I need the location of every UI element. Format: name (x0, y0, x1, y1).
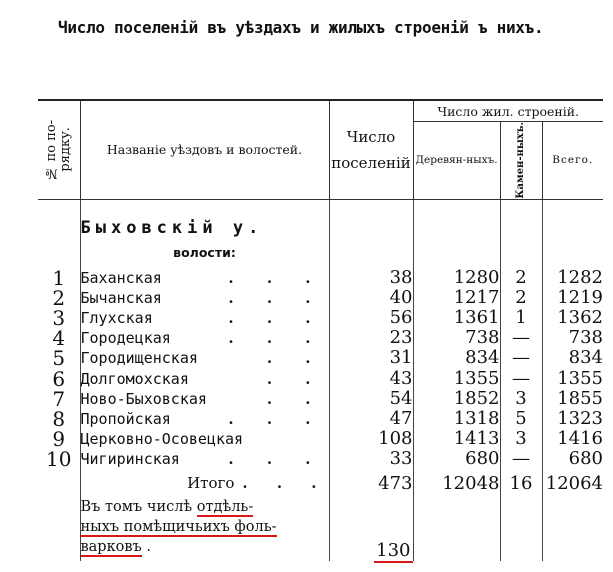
row-settlements: 40 (329, 288, 413, 308)
row-total: 738 (542, 328, 603, 348)
row-volost-name: Церковно-Осовецкая (80, 429, 329, 449)
row-wooden: 1852 (413, 389, 500, 409)
row-stone: 1 (500, 308, 542, 328)
row-volost-name: Долгомохская . . (80, 369, 329, 389)
leader-dots: . . . (228, 268, 325, 287)
row-stone: 5 (500, 409, 542, 429)
row-settlements: 38 (329, 268, 413, 288)
row-wooden: 1413 (413, 429, 500, 449)
row-number: 1 (52, 267, 66, 288)
row-wooden: 1355 (413, 369, 500, 389)
leader-dots: . . . (228, 409, 325, 428)
row-total: 1323 (542, 409, 603, 429)
note-underline-2: ныхъ помѣщичьихъ фоль- (80, 519, 277, 536)
header-buildings-group: Число жил. строенiй. (413, 100, 603, 122)
row-total: 680 (542, 449, 603, 469)
row-volost-name: Городищенская . . (80, 348, 329, 368)
table-row (38, 429, 603, 449)
table-row (38, 328, 603, 348)
row-settlements: 43 (329, 369, 413, 389)
row-wooden: 834 (413, 348, 500, 368)
volosts-label: волости: (80, 238, 329, 268)
table-row (38, 409, 603, 429)
row-total: 1362 (542, 308, 603, 328)
leader-dots: . . (266, 369, 325, 388)
total-total: 12064 (542, 469, 603, 497)
leader-dots: . . (266, 389, 325, 408)
row-total: 1282 (542, 268, 603, 288)
header-order: № по по-рядку. (38, 100, 80, 199)
row-stone: 2 (500, 288, 542, 308)
row-stone: 3 (500, 429, 542, 449)
row-wooden: 1280 (413, 268, 500, 288)
row-settlements: 23 (329, 328, 413, 348)
row-wooden: 1318 (413, 409, 500, 429)
table-row (38, 369, 603, 389)
leader-dots: . . . (228, 329, 325, 348)
row-number: 6 (52, 368, 66, 389)
row-stone: 3 (500, 389, 542, 409)
total-settlements: 473 (329, 469, 413, 497)
total-label: Итого . . . (80, 469, 329, 497)
total-stone: 16 (500, 469, 542, 497)
row-total: 1855 (542, 389, 603, 409)
row-stone: — (500, 369, 542, 389)
row-number: 3 (52, 307, 66, 329)
row-volost-name: Бычанская . . . (80, 288, 329, 308)
row-number: 8 (52, 408, 66, 430)
table-row (38, 268, 603, 288)
header-wooden: Деревян-ныхъ. (413, 122, 500, 200)
row-wooden: 680 (413, 449, 500, 469)
row-total: 834 (542, 348, 603, 368)
row-wooden: 1217 (413, 288, 500, 308)
row-number: 5 (52, 348, 66, 369)
row-settlements: 56 (329, 308, 413, 328)
row-settlements: 54 (329, 389, 413, 409)
row-number: 10 (46, 449, 72, 470)
note-value: 130 (329, 497, 413, 561)
row-stone: — (500, 328, 542, 348)
table-row (38, 389, 603, 409)
leader-dots: . . . (228, 450, 325, 469)
page-title: Число поселенiй въ уѣздахъ и жилыхъ строенiй ъ нихъ. (58, 18, 544, 37)
row-stone: — (500, 449, 542, 469)
row-settlements: 47 (329, 409, 413, 429)
row-wooden: 738 (413, 328, 500, 348)
table-row (38, 348, 603, 368)
row-volost-name: Чигиринская . . . (80, 449, 329, 469)
table-row (38, 449, 603, 469)
row-wooden: 1361 (413, 308, 500, 328)
header-name: Названiе уѣздовъ и волостей. (80, 100, 329, 199)
total-wooden: 12048 (413, 469, 500, 497)
note-row (38, 497, 603, 561)
table-row (38, 308, 603, 328)
row-number: 4 (52, 328, 66, 349)
district-name: Быховскiй у. (80, 199, 329, 238)
row-volost-name: Глухская . . . (80, 308, 329, 328)
row-number: 7 (52, 388, 66, 409)
row-settlements: 108 (329, 429, 413, 449)
row-stone: 2 (500, 268, 542, 288)
row-number: 2 (52, 287, 66, 308)
header-settlements: Число поселенiй (329, 100, 413, 199)
row-volost-name: Баханская . . . (80, 268, 329, 288)
row-volost-name: Ново-Быховская . . (80, 389, 329, 409)
table-row (38, 288, 603, 308)
row-number: 9 (52, 429, 66, 450)
note-underline-3: варковъ (80, 539, 142, 556)
settlements-table (38, 99, 603, 561)
row-settlements: 33 (329, 449, 413, 469)
note-text: Въ томъ числѣ отдѣль- ныхъ помѣщичьихъ фоль- варковъ . (80, 497, 329, 561)
row-total: 1219 (542, 288, 603, 308)
row-total: 1416 (542, 429, 603, 449)
row-settlements: 31 (329, 348, 413, 368)
header-total: Всего. (542, 122, 603, 200)
total-row (38, 469, 603, 497)
header-stone: Камен-ныхъ. (500, 122, 542, 200)
row-total: 1355 (542, 369, 603, 389)
leader-dots: . . . (228, 308, 325, 327)
row-volost-name: Городецкая . . . (80, 328, 329, 348)
row-volost-name: Пропойская . . . (80, 409, 329, 429)
note-underline-1: отдѣль- (196, 499, 254, 516)
leader-dots: . . . (228, 288, 325, 307)
row-stone: — (500, 348, 542, 368)
leader-dots: . . (266, 349, 325, 368)
